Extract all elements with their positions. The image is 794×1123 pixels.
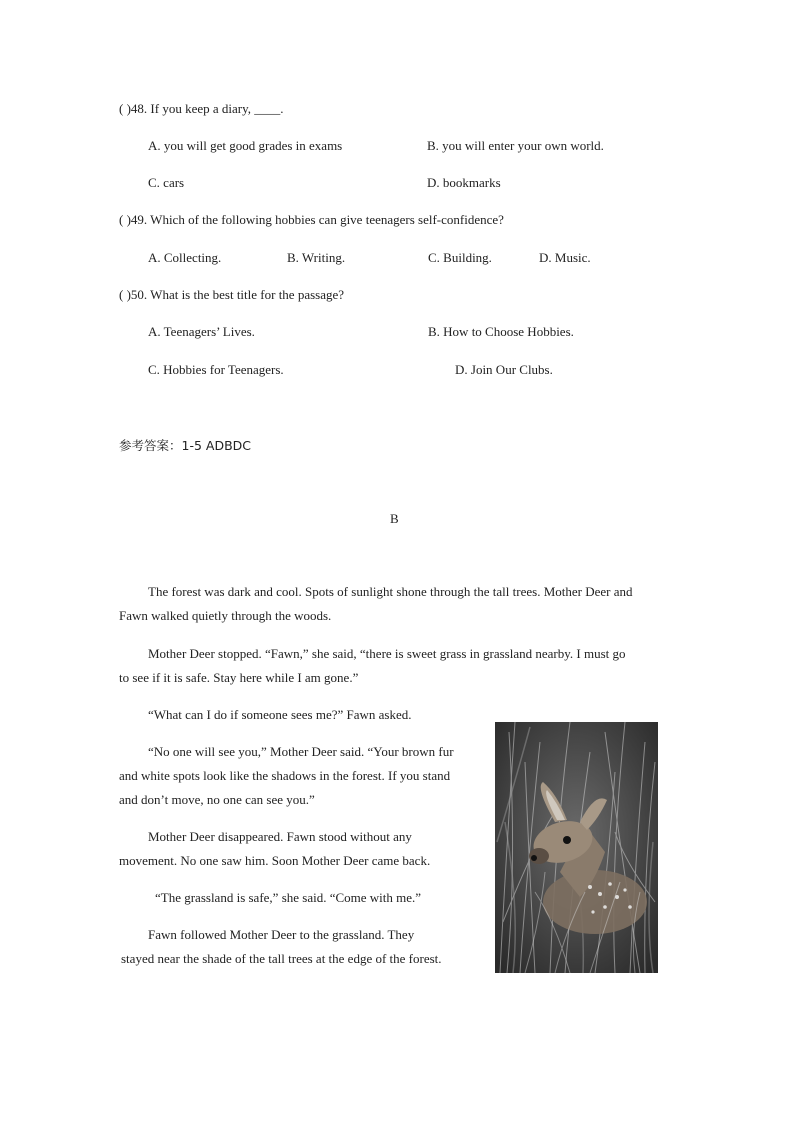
- story-line: to see if it is safe. Stay here while I am gone.”: [119, 670, 359, 685]
- fawn-photo: [495, 722, 658, 973]
- question-49-stem: ( )49. Which of the following hobbies can give teenagers self-confidence?: [119, 212, 504, 227]
- story-line: and white spots look like the shadows in the forest. If you stand: [119, 768, 451, 783]
- question-48-option-a: A. you will get good grades in exams: [148, 138, 343, 153]
- question-48-option-b: B. you will enter your own world.: [427, 138, 604, 153]
- question-49-option-c: C. Building.: [428, 250, 492, 265]
- story-line: The forest was dark and cool. Spots of sunlight shone through the tall trees. Mother Deer and: [148, 584, 633, 599]
- question-50-stem: ( )50. What is the best title for the passage?: [119, 287, 345, 302]
- question-48-option-d: D. bookmarks: [427, 175, 501, 190]
- question-49-option-d: D. Music.: [539, 250, 591, 265]
- question-49-option-a: A. Collecting.: [148, 250, 222, 265]
- question-49-option-b: B. Writing.: [287, 250, 346, 265]
- story-line: “What can I do if someone sees me?” Fawn asked.: [148, 707, 412, 722]
- question-50-option-a: A. Teenagers’ Lives.: [148, 324, 255, 339]
- story-line: Mother Deer stopped. “Fawn,” she said, “there is sweet grass in grassland nearby. I must go: [148, 646, 626, 661]
- story-line: Fawn walked quietly through the woods.: [119, 608, 332, 623]
- story-line: “No one will see you,” Mother Deer said. “Your brown fur: [148, 744, 454, 759]
- question-50-option-c: C. Hobbies for Teenagers.: [148, 362, 284, 377]
- story-line: Mother Deer disappeared. Fawn stood without any: [148, 829, 412, 844]
- question-50-option-b: B. How to Choose Hobbies.: [428, 324, 574, 339]
- question-48-option-c: C. cars: [148, 175, 185, 190]
- section-label: B: [390, 511, 399, 526]
- question-50-option-d: D. Join Our Clubs.: [455, 362, 553, 377]
- question-48-stem: ( )48. If you keep a diary, ____.: [119, 101, 284, 116]
- story-line: stayed near the shade of the tall trees at the edge of the forest.: [121, 951, 442, 966]
- story-line: “The grassland is safe,” she said. “Come with me.”: [155, 890, 422, 905]
- story-line: and don’t move, no one can see you.”: [119, 792, 315, 807]
- answer-key: 参考答案：1-5 ADBDC: [119, 438, 251, 453]
- story-line: movement. No one saw him. Soon Mother Deer came back.: [119, 853, 431, 868]
- story-line: Fawn followed Mother Deer to the grassland. They: [148, 927, 415, 942]
